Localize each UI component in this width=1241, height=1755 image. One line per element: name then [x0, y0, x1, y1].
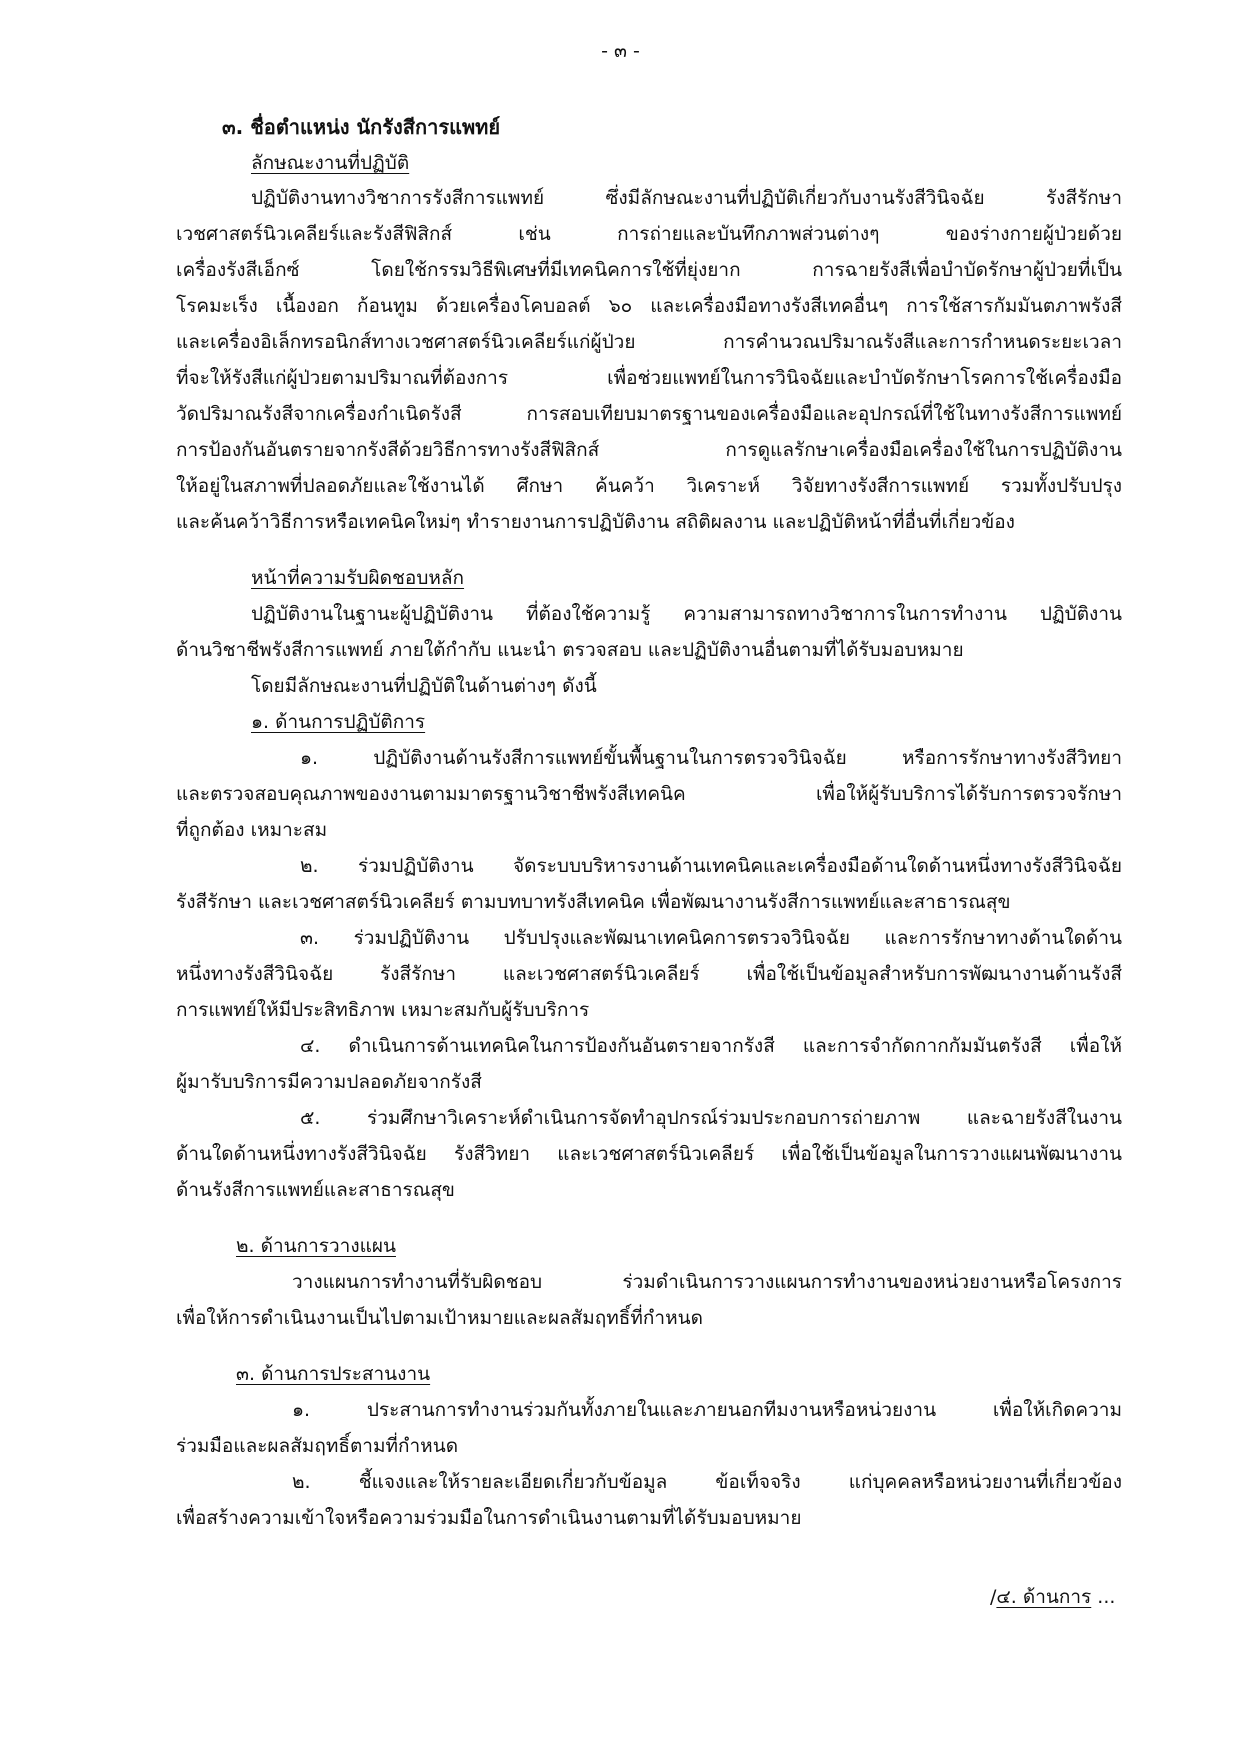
- job-character-line: เวชศาสตร์นิวเคลียร์และรังสีฟิสิกส์ เช่น การถ่ายและบันทึกภาพส่วนต่างๆ ของร่างกายผู้ป่วยด้วย: [176, 223, 1122, 245]
- operations-item-line: และตรวจสอบคุณภาพของงานตามมาตรฐานวิชาชีพรังสีเทคนิค เพื่อให้ผู้รับบริการได้รับการตรวจรักษา: [176, 783, 1122, 805]
- section-operations-heading: ๑. ด้านการปฏิบัติการ: [251, 711, 426, 733]
- planning-line: วางแผนการทำงานที่รับผิดชอบ ร่วมดำเนินการวางแผนการทำงานของหน่วยงานหรือโครงการ: [292, 1271, 1122, 1293]
- planning-line: เพื่อให้การดำเนินงานเป็นไปตามเป้าหมายและผลสัมฤทธิ์ที่กำหนด: [176, 1307, 703, 1329]
- job-character-heading: ลักษณะงานที่ปฏิบัติ: [251, 152, 410, 174]
- position-title: ๓. ชื่อตำแหน่ง นักรังสีการแพทย์: [222, 115, 501, 139]
- coordination-item-line: ๑. ประสานการทำงานร่วมกันทั้งภายในและภายนอกทีมงานหรือหน่วยงาน เพื่อให้เกิดความ: [292, 1399, 1122, 1421]
- continuation-next-section: ๔. ด้านการ: [996, 1586, 1092, 1608]
- section-coordination-heading: ๓. ด้านการประสานงาน: [236, 1363, 431, 1385]
- continuation-slash: /: [990, 1586, 997, 1608]
- coordination-item-line: ๒. ชี้แจงและให้รายละเอียดเกี่ยวกับข้อมูล ข้อเท็จจริง แก่บุคคลหรือหน่วยงานที่เกี่ยวข้อง: [292, 1471, 1122, 1493]
- operations-item-line: ที่ถูกต้อง เหมาะสม: [176, 819, 328, 841]
- job-character-line: เครื่องรังสีเอ็กซ์ โดยใช้กรรมวิธีพิเศษที่มีเทคนิคการใช้ที่ยุ่งยาก การฉายรังสีเพื่อบำบัดรักษาผู้ป่วยที่เป็น: [176, 259, 1122, 281]
- operations-item-line: ๓. ร่วมปฏิบัติงาน ปรับปรุงและพัฒนาเทคนิคการตรวจวินิจฉัย และการรักษาทางด้านใดด้าน: [300, 927, 1122, 949]
- operations-item-line: ผู้มารับบริการมีความปลอดภัยจากรังสี: [176, 1071, 482, 1093]
- operations-item-line: ด้านใดด้านหนึ่งทางรังสีวินิจฉัย รังสีวิทยา และเวชศาสตร์นิวเคลียร์ เพื่อใช้เป็นข้อมูลในการวางแผนพัฒนางาน: [176, 1143, 1122, 1165]
- continuation-marker: [990, 1584, 1115, 1610]
- operations-item-line: ๒. ร่วมปฏิบัติงาน จัดระบบบริหารงานด้านเทคนิคและเครื่องมือด้านใดด้านหนึ่งทางรังสีวินิจฉัย: [300, 855, 1122, 877]
- duties-line: ปฏิบัติงานในฐานะผู้ปฏิบัติงาน ที่ต้องใช้ความรู้ ความสามารถทางวิชาการในการทำงาน ปฏิบัติงาน: [251, 603, 1122, 625]
- job-character-line: และเครื่องอิเล็กทรอนิกส์ทางเวชศาสตร์นิวเคลียร์แก่ผู้ป่วย การคำนวณปริมาณรังสีและการกำหนดระยะเวลา: [176, 331, 1122, 353]
- operations-item-line: หนึ่งทางรังสีวินิจฉัย รังสีรักษา และเวชศาสตร์นิวเคลียร์ เพื่อใช้เป็นข้อมูลสำหรับการพัฒนางานด้านรังสี: [176, 963, 1122, 985]
- operations-item-line: ๑. ปฏิบัติงานด้านรังสีการแพทย์ขั้นพื้นฐานในการตรวจวินิจฉัย หรือการรักษาทางรังสีวิทยา: [300, 747, 1122, 769]
- job-character-line: วัดปริมาณรังสีจากเครื่องกำเนิดรังสี การสอบเทียบมาตรฐานของเครื่องมือและอุปกรณ์ที่ใช้ในทางรังสีการแพทย์: [176, 403, 1122, 425]
- coordination-item-line: ร่วมมือและผลสัมฤทธิ์ตามที่กำหนด: [176, 1435, 459, 1457]
- job-character-line: ปฏิบัติงานทางวิชาการรังสีการแพทย์ ซึ่งมีลักษณะงานที่ปฏิบัติเกี่ยวกับงานรังสีวินิจฉัย รังสีรักษา: [251, 187, 1122, 209]
- job-character-line: และค้นคว้าวิธีการหรือเทคนิคใหม่ๆ ทำรายงานการปฏิบัติงาน สถิติผลงาน และปฏิบัติหน้าที่อื่นที่เกี่ยวข้อง: [176, 511, 1015, 533]
- operations-item-line: การแพทย์ให้มีประสิทธิภาพ เหมาะสมกับผู้รับบริการ: [176, 999, 590, 1021]
- operations-item-line: ๕. ร่วมศึกษาวิเคราะห์ดำเนินการจัดทำอุปกรณ์ร่วมประกอบการถ่ายภาพ และฉายรังสีในงาน: [300, 1107, 1122, 1129]
- duties-heading: หน้าที่ความรับผิดชอบหลัก: [251, 567, 465, 589]
- operations-item-line: รังสีรักษา และเวชศาสตร์นิวเคลียร์ ตามบทบาทรังสีเทคนิค เพื่อพัฒนางานรังสีการแพทย์และสาธารณสุข: [176, 891, 1011, 913]
- operations-item-line: ด้านรังสีการแพทย์และสาธารณสุข: [176, 1179, 455, 1201]
- continuation-dots: ...: [1091, 1586, 1116, 1608]
- operations-item-line: ๔. ดำเนินการด้านเทคนิคในการป้องกันอันตรายจากรังสี และการจำกัดกากกัมมันตรังสี เพื่อให้: [300, 1035, 1122, 1057]
- section-planning-heading: ๒. ด้านการวางแผน: [236, 1235, 396, 1257]
- duties-line: ด้านวิชาชีพรังสีการแพทย์ ภายใต้กำกับ แนะนำ ตรวจสอบ และปฏิบัติงานอื่นตามที่ได้รับมอบหมาย: [176, 639, 964, 661]
- coordination-item-line: เพื่อสร้างความเข้าใจหรือความร่วมมือในการดำเนินงานตามที่ได้รับมอบหมาย: [176, 1507, 802, 1529]
- duties-line: โดยมีลักษณะงานที่ปฏิบัติในด้านต่างๆ ดังนี้: [251, 675, 597, 697]
- job-character-line: ให้อยู่ในสภาพที่ปลอดภัยและใช้งานได้ ศึกษา ค้นคว้า วิเคราะห์ วิจัยทางรังสีการแพทย์ รวมทั้งปรับปรุง: [176, 475, 1122, 497]
- job-character-line: ที่จะให้รังสีแก่ผู้ป่วยตามปริมาณที่ต้องการ เพื่อช่วยแพทย์ในการวินิจฉัยและบำบัดรักษาโรคการใช้เครื่องมือ: [176, 367, 1122, 389]
- job-character-line: การป้องกันอันตรายจากรังสีด้วยวิธีการทางรังสีฟิสิกส์ การดูแลรักษาเครื่องมือเครื่องใช้ในการปฏิบัติงาน: [176, 439, 1122, 461]
- job-character-line: โรคมะเร็ง เนื้องอก ก้อนทูม ด้วยเครื่องโคบอลต์ ๖๐ และเครื่องมือทางรังสีเทคอื่นๆ การใช้สารกัมมันตภาพรังสี: [176, 295, 1122, 317]
- page-number: - ๓ -: [601, 40, 640, 62]
